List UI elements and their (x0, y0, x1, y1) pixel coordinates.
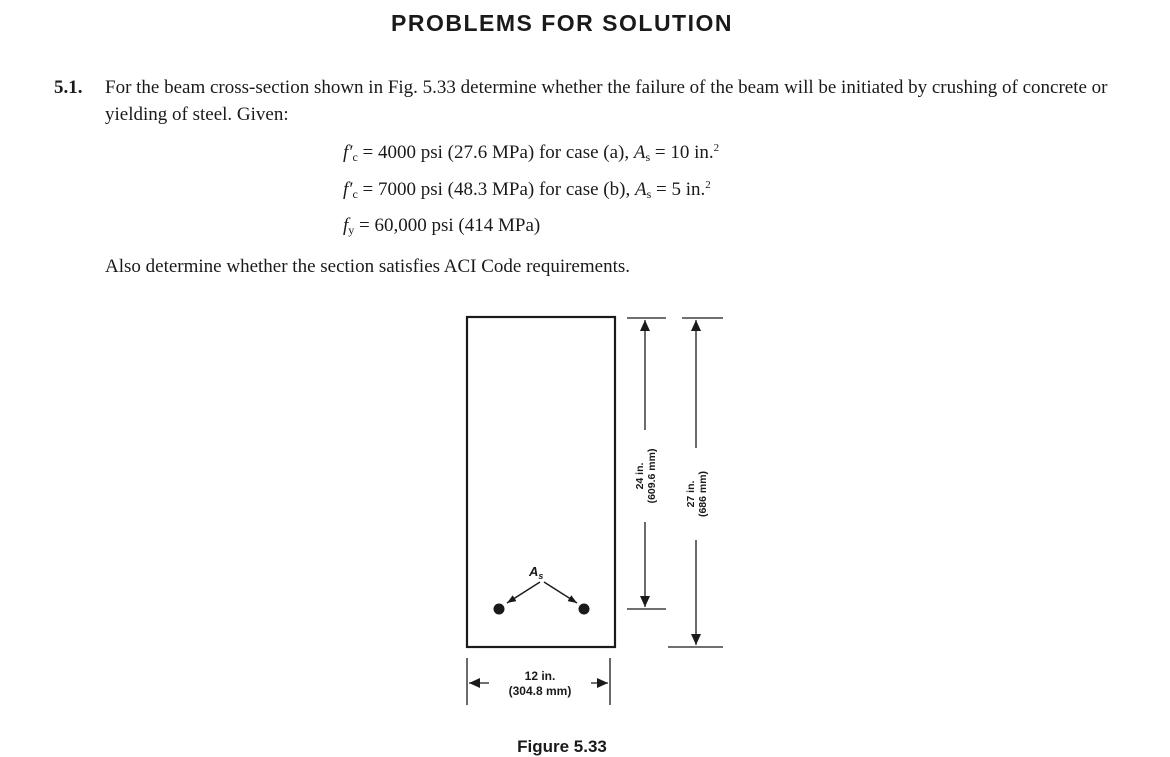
given-area-symbol: A (634, 179, 647, 200)
given-superscript: 2 (705, 179, 711, 191)
given-value: = 4000 psi (27.6 MPa) for case (a), (357, 142, 634, 163)
dim-12-arrow-right (597, 678, 608, 688)
problem-number: 5.1. (54, 77, 83, 98)
beam-section-outline (467, 317, 615, 647)
svg-text:24 in.: 24 in. (634, 462, 646, 490)
also-determine-text: Also determine whether the section satisfies ACI Code requirements. (105, 256, 631, 277)
given-area-subscript: s (645, 150, 651, 164)
dim-27-arrow-bottom (691, 634, 701, 645)
problem-text: For the beam cross-section shown in Fig. 5.33 determine whether the failure of the beam will be initiated by crushing of concrete or yielding of steel. Given: (105, 77, 1108, 125)
figure-caption: Figure 5.33 (517, 737, 607, 756)
section-heading: PROBLEMS FOR SOLUTION (391, 10, 733, 36)
given-subscript: c (352, 150, 358, 164)
steel-area-label: $A_s$ (529, 564, 544, 581)
dim-27-arrow-top (691, 320, 701, 331)
dim-24-arrow-top (640, 320, 650, 331)
given-value: = 7000 psi (48.3 MPa) for case (b), (357, 179, 635, 200)
rebar-left (494, 604, 505, 615)
given-area-symbol: A (633, 142, 646, 163)
dim-12-label: 12 in. (524, 669, 556, 683)
given-subscript: y (348, 223, 355, 237)
given-symbol: f (343, 215, 349, 236)
given-value: = 60,000 psi (414 MPa) (354, 215, 541, 236)
rebar-leader-right (544, 582, 577, 603)
dim-24-arrow-bottom (640, 596, 650, 607)
given-superscript: 2 (713, 142, 720, 154)
svg-text:27 in.: 27 in. (685, 480, 697, 508)
dim-12-arrow-left (469, 678, 480, 688)
svg-text:(609.6 mm): (609.6 mm) (646, 448, 658, 504)
given-area-subscript: s (646, 187, 652, 201)
given-area-value: = 10 in. (650, 142, 714, 163)
given-subscript: c (352, 187, 358, 201)
given-symbol: f′ (343, 142, 353, 163)
rebar-right (579, 604, 590, 615)
given-symbol: f′ (343, 179, 353, 200)
rebar-leader-left (507, 582, 540, 603)
svg-text:(686 mm): (686 mm) (697, 470, 709, 518)
dim-12-mm-label: (304.8 mm) (508, 684, 572, 698)
given-area-value: = 5 in. (651, 179, 706, 200)
